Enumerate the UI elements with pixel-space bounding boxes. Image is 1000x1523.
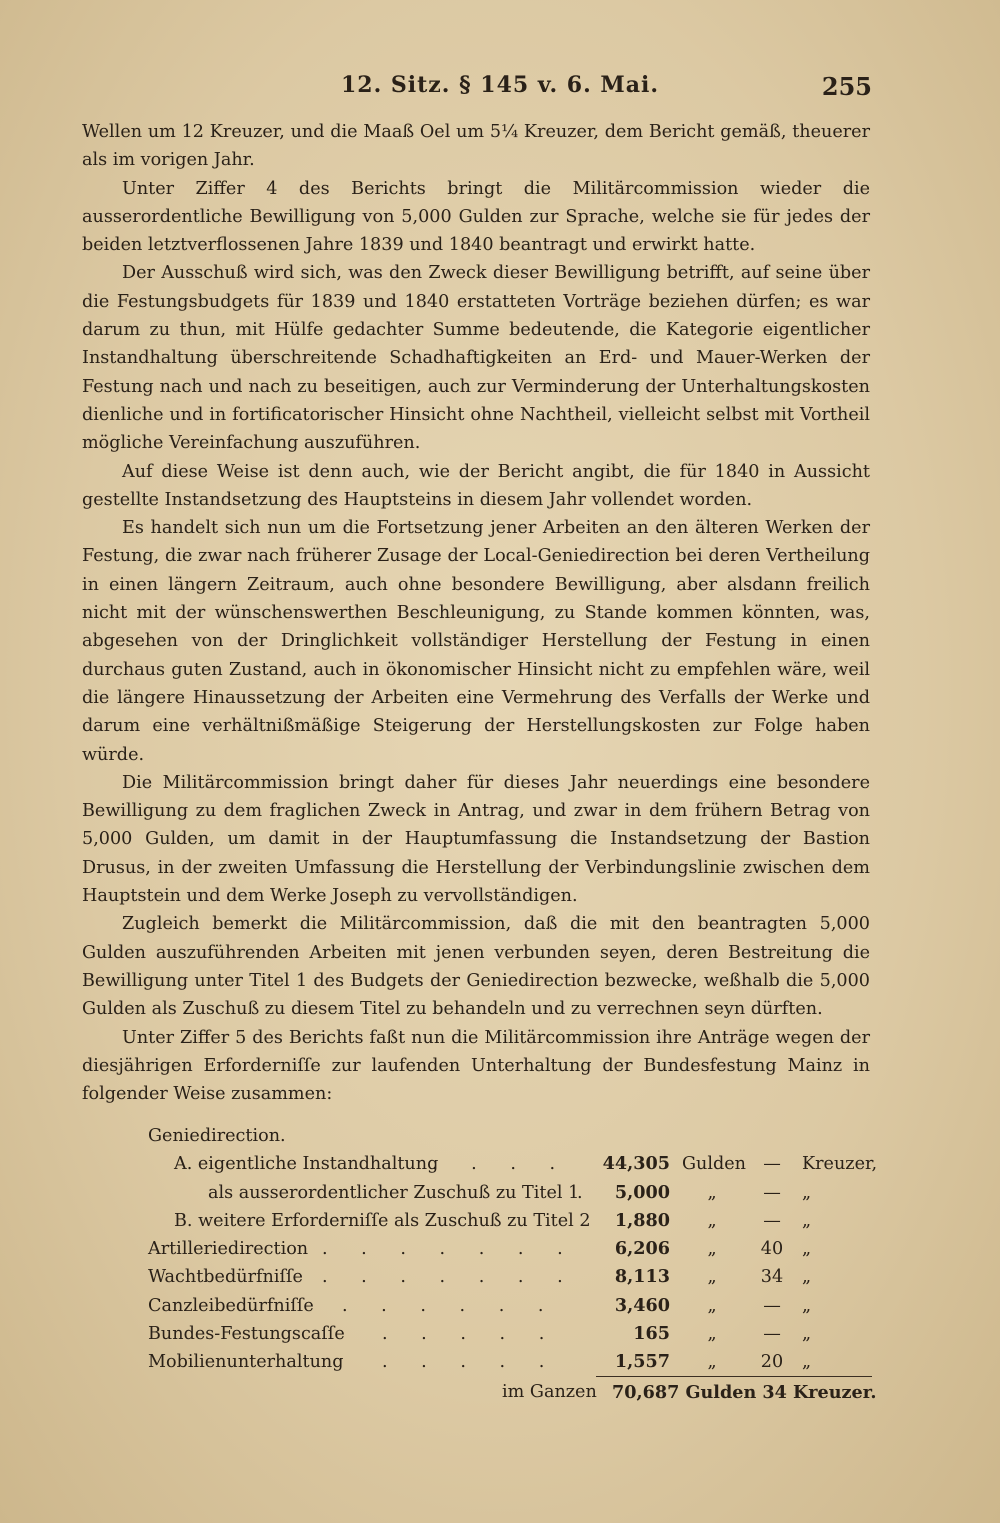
row-unit: „: [707, 1267, 717, 1288]
row-unit: Gulden: [682, 1154, 747, 1175]
total-label: im Ganzen: [502, 1382, 597, 1402]
row-amount: 5,000: [614, 1181, 670, 1203]
row-kreuzer: —: [763, 1295, 781, 1316]
table-row: [82, 1235, 882, 1263]
row-amount: 44,305: [602, 1153, 670, 1175]
paragraph: Auf diese Weise ist denn auch, wie der Bericht angibt, die für 1840 in Aussicht gestellte Instandsetzung des Hauptsteins in diesem Jahr vollendet worden.: [82, 461, 870, 510]
table-row: [82, 1207, 882, 1235]
row-unit2: „: [802, 1324, 812, 1345]
row-unit2: Kreuzer,: [802, 1154, 878, 1175]
page-number: 255: [821, 72, 872, 101]
row-kreuzer: —: [763, 1182, 781, 1203]
row-amount: 6,206: [614, 1238, 670, 1260]
row-unit: „: [707, 1210, 717, 1231]
row-amount: 1,557: [614, 1351, 670, 1373]
row-amount: 1,880: [614, 1209, 670, 1231]
budget-summary-table: [82, 1122, 882, 1377]
row-label: Wachtbedürfniſſe: [148, 1267, 303, 1288]
row-label: Canzleibedürfniſſe: [148, 1295, 314, 1316]
total-divider: [596, 1376, 872, 1377]
row-unit2: „: [802, 1352, 812, 1373]
table-row: [82, 1150, 882, 1178]
row-amount: 3,460: [614, 1294, 670, 1316]
paragraph: Zugleich bemerkt die Militärcommission, daß die mit den beantragten 5,000 Gulden auszuführenden Arbeiten mit jenen verbunden seyen, deren Bestreitung die Bewilligung unter Titel 1 des Budgets der Geniedirection bezwecke, weßhalb die 5,000 Gulden als Zuschuß zu diesem Titel zu behandeln und zu verrechnen seyn dürften.: [82, 914, 870, 1020]
table-row: [82, 1292, 882, 1320]
paragraph: Es handelt sich nun um die Fortsetzung jener Arbeiten an den älteren Werken der Festung, die zwar nach früherer Zusage der Local-Geniedirection bei deren Vertheilung in einen längern Zeitraum, auch ohne besondere Bewilligung, aber alsdann freilich nicht mit der wünschenswerthen Beschleunigung, zu Stande kommen könnten, was, abgesehen von der Dringlichkeit vollständiger Herstellung der Festung in einen durchaus guten Zustand, auch in ökonomischer Hinsicht nicht zu empfehlen wäre, weil die längere Hinaussetzung der Arbeiten eine Vermehrung des Verfalls der Werke und darum eine verhältnißmäßige Steigerung der Herstellungskosten zur Folge haben würde.: [82, 518, 870, 765]
summary-heading: Geniedirection.: [148, 1126, 286, 1146]
row-label: A. eigentliche Instandhaltung: [174, 1154, 439, 1175]
row-dots: . . . . .: [382, 1324, 559, 1345]
row-unit: „: [707, 1352, 717, 1373]
row-dots: . . . . . . .: [322, 1267, 577, 1288]
row-dots: . . . .: [432, 1154, 570, 1175]
running-head: 12. Sitz. § 145 v. 6. Mai.: [340, 72, 660, 98]
row-kreuzer: 20: [760, 1352, 784, 1373]
row-kreuzer: 40: [760, 1239, 784, 1260]
row-unit2: „: [802, 1239, 812, 1260]
row-kreuzer: —: [763, 1210, 781, 1231]
row-unit2: „: [802, 1210, 812, 1231]
row-unit: „: [707, 1295, 717, 1316]
paragraph: Wellen um 12 Kreuzer, und die Maaß Oel um 5¼ Kreuzer, dem Bericht gemäß, theuerer als im vorigen Jahr.: [82, 122, 870, 171]
row-amount: 165: [633, 1323, 670, 1345]
total-row: [82, 1382, 882, 1412]
body-text: [82, 118, 870, 1108]
row-amount: 8,113: [614, 1266, 670, 1288]
row-dots: . . . . . .: [342, 1295, 558, 1316]
page-header: [0, 70, 1000, 104]
row-unit: „: [707, 1324, 717, 1345]
row-unit: „: [707, 1182, 717, 1203]
row-label: Artilleriedirection: [148, 1239, 309, 1260]
row-kreuzer: 34: [760, 1267, 784, 1288]
row-unit2: „: [802, 1295, 812, 1316]
paragraph: Unter Ziffer 4 des Berichts bringt die Militärcommission wieder die ausserordentliche Bewilligung von 5,000 Gulden zur Sprache, welche sie für jedes der beiden letztverflossenen Jahre 1839 und 1840 beantragt und erwirkt hatte.: [82, 178, 870, 256]
row-label: als ausserordentlicher Zuschuß zu Titel 1: [208, 1182, 580, 1203]
row-dots: . . . . .: [382, 1352, 559, 1373]
summary-heading-row: [82, 1122, 882, 1150]
row-label: Bundes-Festungscaſſe: [148, 1324, 345, 1345]
row-dots: . . . . . . .: [322, 1239, 577, 1260]
paragraph: Der Ausschuß wird sich, was den Zweck dieser Bewilligung betrifft, auf seine über die Festungsbudgets für 1839 und 1840 erstatteten Vorträge beziehen dürfen; es war darum zu thun, mit Hülfe gedachter Summe bedeutende, die Kategorie eigentlicher Instandhaltung überschreitende Schadhaftigkeiten an Erd- und Mauer-Werken der Festung nach und nach zu beseitigen, auch zur Verminderung der Unterhaltungskosten dienliche und in fortificatorischer Hinsicht ohne Nachtheil, vielleicht selbst mit Vortheil mögliche Vereinfachung auszuführen.: [82, 263, 870, 454]
table-row: [82, 1320, 882, 1348]
table-row: [82, 1348, 882, 1376]
table-row: [82, 1263, 882, 1291]
row-unit2: „: [802, 1267, 812, 1288]
total-value: 70,687 Gulden 34 Kreuzer.: [612, 1382, 877, 1403]
table-row: [82, 1179, 882, 1207]
row-kreuzer: —: [763, 1154, 781, 1175]
row-kreuzer: —: [763, 1324, 781, 1345]
paragraph: Unter Ziffer 5 des Berichts faßt nun die Militärcommission ihre Anträge wegen der diesjährigen Erforderniſſe zur laufenden Unterhaltung der Bundesfestung Mainz in folgender Weise zusammen:: [82, 1027, 870, 1105]
row-label: Mobilienunterhaltung: [148, 1352, 344, 1373]
row-unit: „: [707, 1239, 717, 1260]
row-label: B. weitere Erforderniſſe als Zuschuß zu Titel 2: [174, 1210, 591, 1231]
row-unit2: „: [802, 1182, 812, 1203]
row-dots: .: [577, 1182, 597, 1203]
paragraph: Die Militärcommission bringt daher für dieses Jahr neuerdings eine besondere Bewilligung zu dem fraglichen Zweck in Antrag, und zwar in dem frühern Betrag von 5,000 Gulden, um damit in der Hauptumfassung die Instandsetzung der Bastion Drusus, in der zweiten Umfassung die Herstellung der Verbindungslinie zwischen dem Hauptstein und dem Werke Joseph zu vervollständigen.: [82, 772, 870, 907]
